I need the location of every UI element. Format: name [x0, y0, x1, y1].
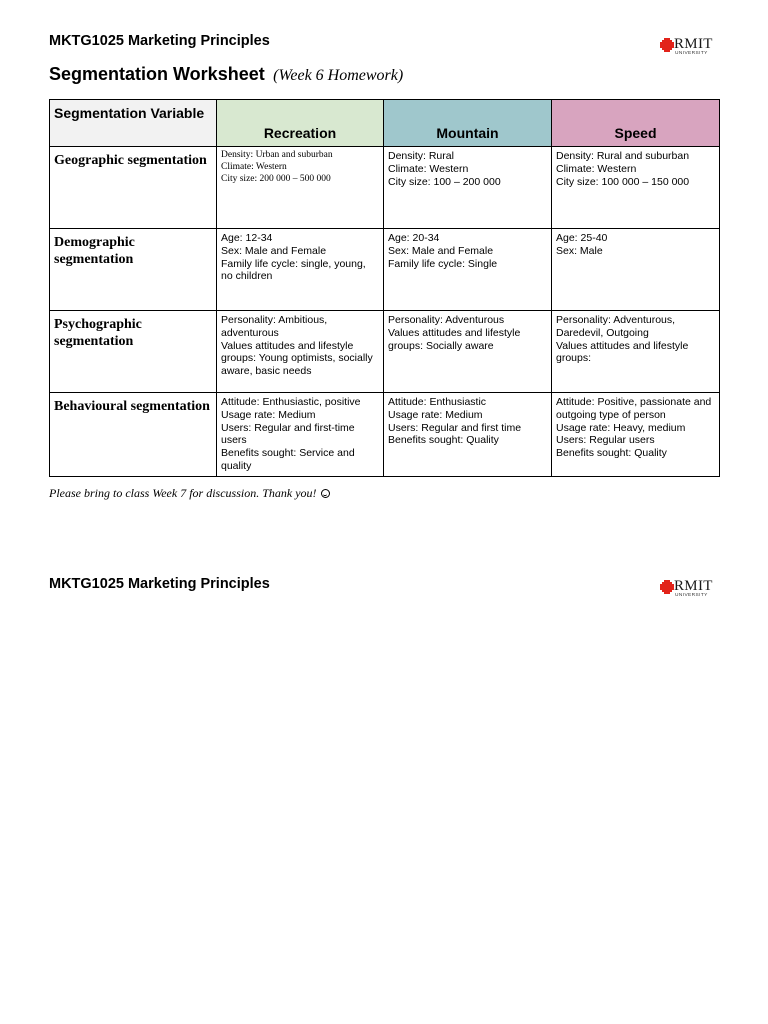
table-cell: Attitude: Enthusiastic Usage rate: Medium Users: Regular and first time Benefits sought: Quality — [384, 393, 552, 477]
segmentation-table — [49, 99, 720, 477]
table-cell: Density: Urban and suburban Climate: Western City size: 200 000 – 500 000 — [217, 147, 384, 229]
table-cell: Age: 20-34 Sex: Male and Female Family life cycle: Single — [384, 229, 552, 311]
table-cell: Density: Rural Climate: Western City size: 100 – 200 000 — [384, 147, 552, 229]
row-label-psychographic: Psychographic segmentation — [50, 311, 217, 393]
logo-wordmark: RMIT — [674, 36, 713, 52]
table-row — [50, 229, 720, 311]
header-mountain: Mountain — [384, 100, 552, 147]
table-cell: Age: 25-40 Sex: Male — [552, 229, 720, 311]
rmit-logo — [660, 37, 716, 59]
worksheet-title-sub: (Week 6 Homework) — [273, 67, 404, 84]
page2-course-title: MKTG1025 Marketing Principles — [49, 576, 270, 592]
rmit-pixel-icon — [660, 580, 674, 594]
table-cell: Personality: Adventurous Values attitudes and lifestyle groups: Socially aware — [384, 311, 552, 393]
header-recreation: Recreation — [217, 100, 384, 147]
logo-subtext: UNIVERSITY — [675, 51, 708, 56]
row-label-demographic: Demographic segmentation — [50, 229, 217, 311]
table-cell: Density: Rural and suburban Climate: Western City size: 100 000 – 150 000 — [552, 147, 720, 229]
table-cell: Personality: Adventurous, Daredevil, Outgoing Values attitudes and lifestyle groups: — [552, 311, 720, 393]
table-cell: Attitude: Positive, passionate and outgoing type of person Usage rate: Heavy, medium Users: Regular users Benefits sought: Quality — [552, 393, 720, 477]
logo-subtext: UNIVERSITY — [675, 593, 708, 598]
table-header-row — [50, 100, 720, 147]
page2-rmit-logo — [660, 579, 716, 601]
worksheet-title-main: Segmentation Worksheet — [49, 64, 265, 84]
worksheet-title — [49, 64, 403, 85]
rmit-pixel-icon — [660, 38, 674, 52]
footer-note — [49, 486, 330, 501]
logo-wordmark: RMIT — [674, 578, 713, 594]
smiley-icon — [321, 489, 330, 498]
table-cell: Age: 12-34 Sex: Male and Female Family life cycle: single, young, no children — [217, 229, 384, 311]
row-label-geographic: Geographic segmentation — [50, 147, 217, 229]
footer-note-text: Please bring to class Week 7 for discussion. Thank you! — [49, 486, 317, 500]
row-label-behavioural: Behavioural segmentation — [50, 393, 217, 477]
table-cell: Personality: Ambitious, adventurous Values attitudes and lifestyle groups: Young optimists, socially aware, basic needs — [217, 311, 384, 393]
table-cell: Attitude: Enthusiastic, positive Usage rate: Medium Users: Regular and first-time users Benefits sought: Service and quality — [217, 393, 384, 477]
table-row — [50, 393, 720, 477]
table-row — [50, 311, 720, 393]
header-speed: Speed — [552, 100, 720, 147]
header-segmentation-variable: Segmentation Variable — [50, 100, 217, 147]
course-title: MKTG1025 Marketing Principles — [49, 33, 270, 49]
table-row — [50, 147, 720, 229]
